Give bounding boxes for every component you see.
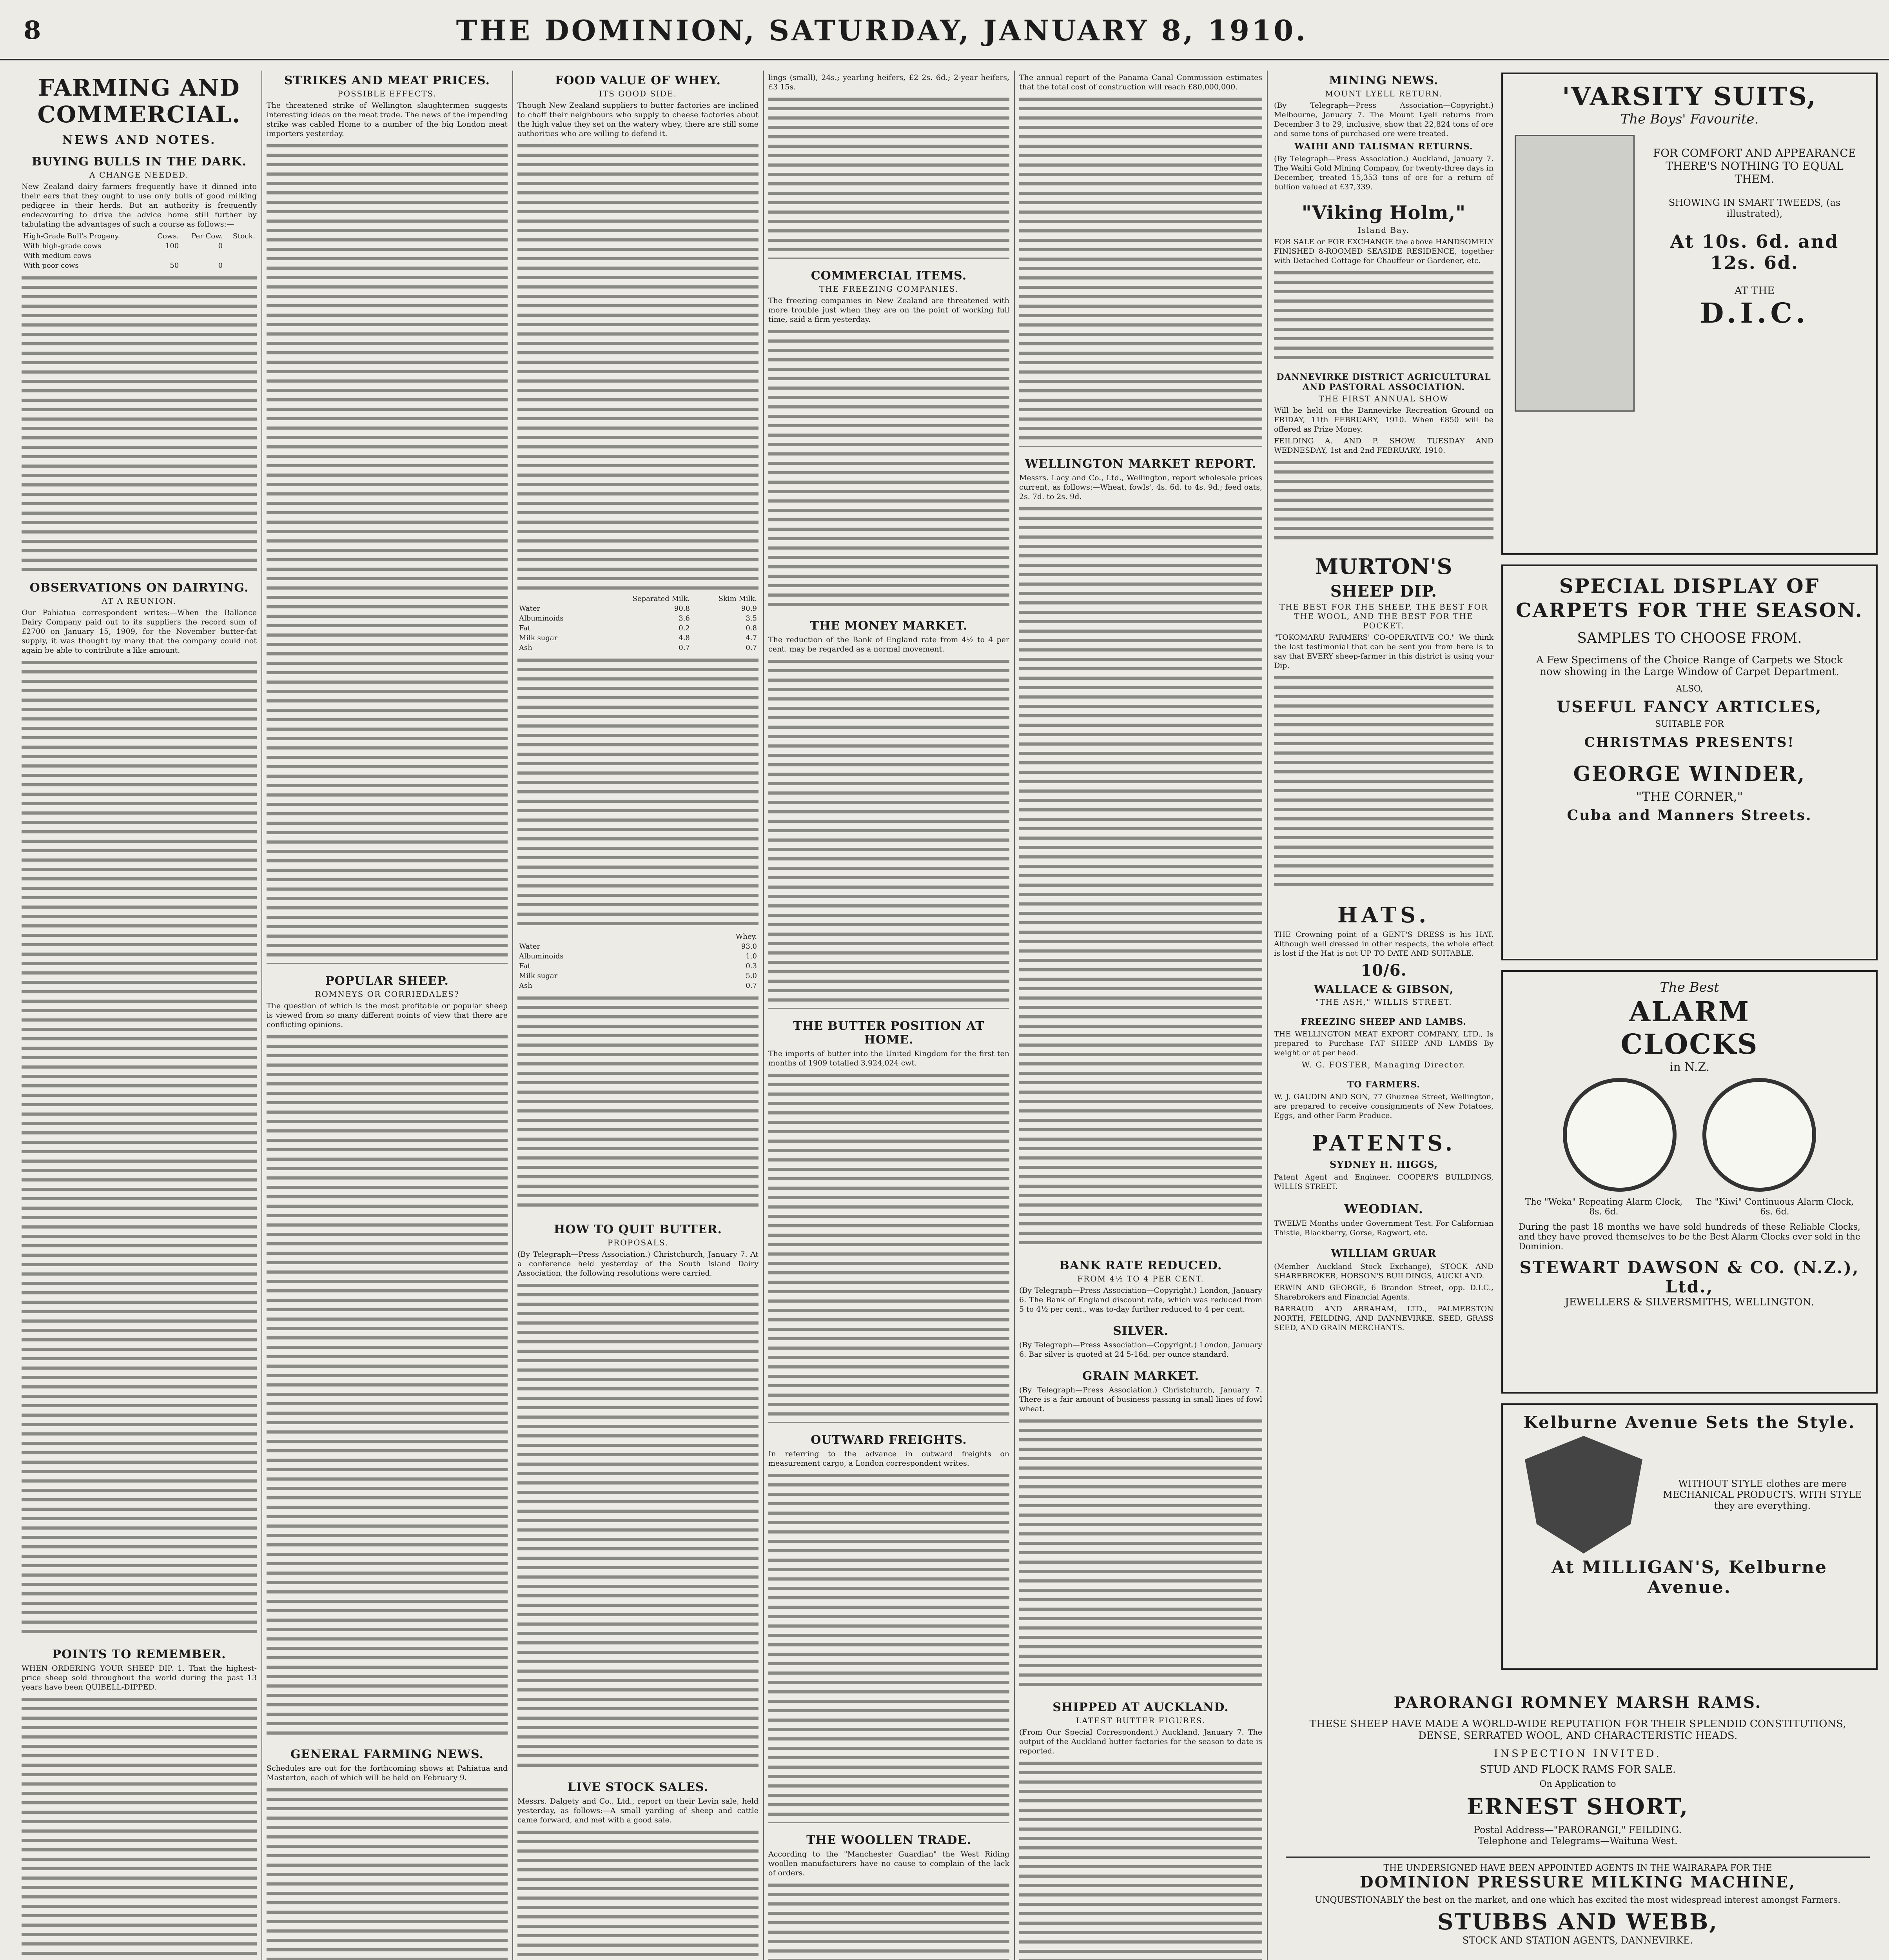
ad-parorangi-rams [1278,1686,1878,1960]
article-subhead: MOUNT LYELL RETURN. [1325,89,1443,98]
ad-text: THESE SHEEP HAVE MADE A WORLD-WIDE REPUTATION FOR THEIR SPLENDID CONSTITUTIONS, DENSE, SERRATED WOOL, AND CHARACTERISTIC HEADS. [1309,1718,1846,1742]
column-rule [261,71,262,1960]
table-cell: 93.0 [741,942,757,951]
ad-text: Will be held on the Dannevirke Recreation Ground on FRIDAY, 11th FEBRUARY, 1910. When £850 will be offered as Prize Money. [1274,406,1493,434]
body-text-block [517,141,759,592]
table-cell: 0 [218,261,223,270]
column-6-classifieds [1274,71,1493,1960]
table-cell: 0 [218,242,223,250]
article-subhead: AT A REUNION. [102,596,177,606]
article-headline: GENERAL FARMING NEWS. [290,1748,484,1761]
table-row [517,623,759,633]
ad-text: On Application to [1539,1779,1616,1789]
article-subhead: A CHANGE NEEDED. [89,170,189,180]
article-headline: SILVER. [1113,1324,1169,1338]
ad-text: SHOWING IN SMART TWEEDS, (as illustrated), [1668,197,1841,219]
clock-caption: The "Weka" Repeating Alarm Clock, 8s. 6d. [1525,1197,1683,1217]
table-row [517,604,759,613]
column-rule [512,71,513,1960]
article-body: (By Telegraph—Press Association—Copyright.) London, January 6. The Bank of England discount rate, which was reduced from 5 to 4½ per cent., was to-day further reduced to 4 per cent. [1019,1286,1262,1314]
ad-subtitle: SHEEP DIP. [1330,582,1437,601]
body-text-block [768,327,1009,609]
ad-alarm-clocks [1501,970,1878,1394]
article-body: According to the "Manchester Guardian" the West Riding woollen manufacturers have no cause to complain of the lack of orders. [768,1850,1009,1877]
ad-text: A Few Specimens of the Choice Range of Carpets we Stock now showing in the Large Window of Carpet Department. [1536,654,1843,678]
table-cell: 1.0 [746,952,757,960]
ad-text: "TOKOMARU FARMERS' CO-OPERATIVE CO." We think the last testimonial that can be sent you from here is to say that EVERY sheep-farmer in this district is using your Dip. [1274,633,1493,670]
clock-caption: The "Kiwi" Continuous Alarm Clock, 6s. 6d. [1695,1197,1854,1217]
article-headline: SHIPPED AT AUCKLAND. [1052,1700,1229,1714]
column-rule [1014,71,1015,1960]
ad-text: THE UNDERSIGNED HAVE BEEN APPOINTED AGENTS IN THE WAIRARAPA FOR THE [1383,1863,1772,1873]
table-cell: Fat [519,962,531,970]
ad-dannevirke-show [1274,372,1493,544]
table-header: High-Grade Bull's Progeny. [23,232,120,240]
article-subhead: LATEST BUTTER FIGURES. [1076,1716,1206,1725]
table-cell: 50 [170,261,179,270]
mining-news [1274,74,1493,192]
ad-title: PATENTS. [1312,1131,1456,1156]
ad-carpet-display [1501,564,1878,960]
body-text-block [267,1032,508,1737]
table-cell [224,261,257,270]
article-grain-market [1019,1369,1262,1690]
ad-title: Kelburne Avenue Sets the Style. [1523,1413,1856,1432]
table-cell [224,251,257,261]
ad-subtitle: SAMPLES TO CHOOSE FROM. [1577,630,1802,646]
ad-text: THE WELLINGTON MEAT EXPORT COMPANY, LTD., Is prepared to Purchase FAT SHEEP AND LAMBS By weight or at per head. [1274,1030,1493,1057]
ad-hats [1274,902,1493,1007]
table-cell: 0.7 [746,644,757,652]
column-2 [267,71,508,1960]
table-row [22,241,257,251]
table-row [517,613,759,623]
table-row [517,981,759,991]
table-cell: With medium cows [23,252,91,260]
ad-title: TO FARMERS. [1347,1080,1421,1090]
article-subhead: ITS GOOD SIDE. [599,89,677,98]
ad-text: ALSO, [1676,684,1703,694]
article-stock-continued [768,73,1009,259]
table-cell: With poor cows [23,261,79,270]
masthead [0,0,1889,60]
ad-firm: GEORGE WINDER, [1573,762,1806,786]
table-row [517,633,759,643]
column-3 [517,71,759,1960]
body-text-block [517,1280,759,1770]
ad-title: PARORANGI ROMNEY MARSH RAMS. [1394,1693,1762,1712]
body-text-block [1274,457,1493,544]
article-headline: FOOD VALUE OF WHEY. [555,74,721,87]
table-header: Separated Milk. [632,595,690,603]
ad-title: SPECIAL DISPLAY OF CARPETS FOR THE SEASON. [1515,574,1864,622]
article-food-value-whey [517,74,759,1212]
article-headline: POINTS TO REMEMBER. [52,1648,226,1661]
column-5 [1019,71,1262,1960]
ad-firm: ERNEST SHORT, [1466,1794,1689,1820]
article-headline: POPULAR SHEEP. [325,974,449,988]
ad-to-farmers [1274,1080,1493,1120]
ad-title: HATS. [1337,902,1430,927]
article-body: New Zealand dairy farmers frequently have it dinned into their ears that they ought to use only bulls of good milking pedigree in their herds. But an authority is frequently endeavouring to drive the advice home still further by tabulating the advantages of such a course as follows:— [22,182,257,229]
ad-firm: STEWART DAWSON & CO. (N.Z.), Ltd., [1519,1258,1860,1296]
ad-text: ERWIN AND GEORGE, 6 Brandon Street, opp. D.I.C., Sharebrokers and Financial Agents. [1274,1283,1493,1301]
ad-address: Cuba and Manners Streets. [1567,807,1812,824]
article-headline: OUTWARD FREIGHTS. [811,1433,967,1447]
article-body: WHEN ORDERING YOUR SHEEP DIP. 1. That the highest-price sheep sold throughout the world during the past 13 years have been QUIBELL-DIPPED. [22,1664,257,1691]
article-subhead: PROPOSALS. [607,1238,669,1247]
whey-composition-table [517,932,759,991]
article-body: (By Telegraph—Press Association—Copyright.) Melbourne, January 7. The Mount Lyell returns from December 3 to 29, inclusive, show that 22,824 tons of ore and some tons of purchased ore were treated. [1274,101,1493,138]
ad-price: At 10s. 6d. and 12s. 6d. [1670,231,1839,273]
article-subhead: POSSIBLE EFFECTS. [338,89,437,98]
ad-text: WITHOUT STYLE clothes are mere MECHANICAL PRODUCTS. WITH STYLE they are everything. [1663,1478,1862,1511]
table-header: Cows. [157,232,179,240]
article-points-to-remember [22,1648,257,1960]
table-cell: 3.6 [679,614,690,622]
ad-title: DOMINION PRESSURE MILKING MACHINE, [1359,1873,1796,1891]
ad-text: UNQUESTIONABLY the best on the market, and one which has excited the most widespread interest amongst Farmers. [1315,1895,1841,1905]
table-cell: Milk sugar [519,972,558,980]
ad-text: THE Crowning point of a GENT'S DRESS is his HAT. Although well dressed in other respects, the whole effect is lost if the Hat is not UP TO DATE AND SUITABLE. [1274,930,1493,958]
ad-text: in N.Z. [1669,1060,1710,1074]
article-body: The annual report of the Panama Canal Commission estimates that the total cost of construction will reach £80,000,000. [1019,73,1262,91]
article-body: The reduction of the Bank of England rate from 4½ to 4 per cent. may be regarded as a normal movement. [768,635,1009,653]
table-cell [149,251,180,261]
ad-text: FOR COMFORT AND APPEARANCE THERE'S NOTHING TO EQUAL THEM. [1653,147,1856,185]
table-cell: Water [519,604,541,613]
ad-tagline: THE BEST FOR THE SHEEP, THE BEST FOR THE WOOL, AND THE BEST FOR THE POCKET. [1279,602,1488,630]
ad-address: "THE ASH," WILLIS STREET. [1315,997,1452,1007]
article-body: Messrs. Lacy and Co., Ltd., Wellington, report wholesale prices current, as follows:—Wheat, fowls', 4s. 6d. to 4s. 9d.; feed oats, 2s. 7d. to 2s. 9d. [1019,474,1262,501]
article-headline: OBSERVATIONS ON DAIRYING. [29,581,249,595]
alarm-clock-illustration [1563,1078,1677,1192]
ad-text: FEILDING A. AND P. SHOW. TUESDAY AND WEDNESDAY, 1st and 2nd FEBRUARY, 1910. [1274,437,1493,455]
article-body: The freezing companies in New Zealand are threatened with more trouble just when they are on the point of working full time, said a firm yesterday. [768,296,1009,324]
article-buying-bulls [22,155,257,571]
ad-title: WILLIAM GRUAR [1331,1248,1437,1259]
table-cell: 0.2 [679,624,690,632]
article-body: (From Our Special Correspondent.) Auckland, January 7. The output of the Auckland butter factories for the season to date is reported. [1019,1728,1262,1755]
section-subhead: NEWS AND NOTES. [62,133,216,147]
ad-freezing-sheep [1274,1017,1493,1069]
table-cell: Albuminoids [519,952,564,960]
ad-text: W. J. GAUDIN AND SON, 77 Ghuznee Street, Wellington, are prepared to receive consignments of New Potatoes, Eggs, and other Farm Produce. [1274,1093,1493,1120]
ad-title: MURTON'S [1315,554,1453,579]
article-body: Though New Zealand suppliers to butter factories are inclined to chaff their neighbours who supply to cheese factories about the high value they set on the watery whey, there are still some authorities who are willing to defend it. [517,101,759,138]
article-bank-rate [1019,1259,1262,1314]
ad-firm: STUBBS AND WEBB, [1437,1909,1718,1935]
article-wellington-market [1019,457,1262,1249]
ad-signature: W. G. FOSTER, Managing Director. [1301,1060,1466,1069]
ad-title: ALARM [1629,995,1750,1028]
article-headline: BANK RATE REDUCED. [1059,1259,1222,1272]
table-row [517,643,759,653]
column-4 [768,71,1009,1960]
page-number: 8 [24,16,41,45]
column-rule [1267,71,1268,1960]
body-text-block [22,657,257,1637]
table-header [517,932,677,942]
ad-title: FREEZING SHEEP AND LAMBS. [1301,1017,1466,1027]
article-woollen-trade [768,1833,1009,1960]
crest-illustration [1525,1436,1642,1553]
table-row [517,961,759,971]
article-headline: BUYING BULLS IN THE DARK. [32,155,247,169]
table-row [517,951,759,961]
article-panama-canal [1019,73,1262,447]
article-body: lings (small), 24s.; yearling heifers, £2 2s. 6d.; 2-year heifers, £3 15s. [768,73,1009,91]
ad-text: Patent Agent and Engineer, COOPER'S BUILDINGS, WILLIS STREET. [1274,1173,1493,1191]
ad-text: INSPECTION INVITED. [1494,1748,1662,1760]
ad-text: AT THE [1735,285,1775,297]
article-quit-butter [517,1223,759,1770]
body-text-block [768,94,1009,259]
article-silver [1019,1324,1262,1359]
ad-patents [1274,1131,1493,1191]
article-live-stock-sales [517,1780,759,1960]
table-row [22,251,257,261]
ad-text: STUD AND FLOCK RAMS FOR SALE. [1479,1764,1676,1775]
ad-text: CHRISTMAS PRESENTS! [1584,735,1795,750]
article-body: (By Telegraph—Press Association—Copyright.) London, January 6. Bar silver is quoted at 24 5-16d. per ounce standard. [1019,1341,1262,1359]
article-body: (By Telegraph—Press Association.) Christchurch, January 7. There is a fair amount of business passing in small lines of fowl wheat. [1019,1386,1262,1413]
table-cell: Water [519,942,541,951]
bull-progeny-table [22,231,257,270]
newspaper-title: THE DOMINION, SATURDAY, JANUARY 8, 1910. [456,14,1308,47]
table-row [517,942,759,951]
article-headline: THE WOOLLEN TRADE. [806,1833,971,1847]
table-header: Per Cow. [191,232,223,240]
body-text-block [1019,94,1262,447]
article-headline: WELLINGTON MARKET REPORT. [1025,457,1257,471]
body-text-block [768,1880,1009,1960]
body-text-block [267,141,508,964]
ad-text: TWELVE Months under Government Test. For Californian Thistle, Blackberry, Gorse, Ragwort, etc. [1274,1219,1493,1237]
body-text-block [22,1694,257,1960]
ad-title: CLOCKS [1620,1028,1758,1060]
table-cell: Milk sugar [519,634,558,642]
article-money-market [768,619,1009,1009]
body-text-block [517,655,759,929]
table-cell: 0.7 [679,644,690,652]
article-headline: MINING NEWS. [1329,74,1439,87]
article-subhead: ROMNEYS OR CORRIEDALES? [315,989,459,999]
ad-murtons-sheep-dip [1274,554,1493,892]
ad-title: "Viking Holm," [1301,202,1466,224]
body-text-block [1274,673,1493,892]
article-headline: GRAIN MARKET. [1082,1369,1199,1383]
article-subhead: FROM 4½ TO 4 PER CENT. [1077,1274,1204,1283]
article-headline: HOW TO QUIT BUTTER. [554,1223,722,1236]
article-headline: WAIHI AND TALISMAN RETURNS. [1294,142,1473,152]
milk-composition-table [517,594,759,653]
ad-kelburne-avenue [1501,1403,1878,1670]
article-observations-dairying [22,581,257,1637]
table-header: Whey. [735,933,757,941]
article-commercial-items [768,269,1009,609]
article-body: (By Telegraph—Press Association.) Auckland, January 7. The Waihi Gold Mining Company, for twenty-three days in December, treated 15,353 tons of ore for a return of bullion valued at £37,339. [1274,154,1493,191]
ad-text: SUITABLE FOR [1655,719,1724,729]
table-cell: 0.8 [746,624,757,632]
body-text-block [517,993,759,1212]
table-row [22,261,257,270]
article-body: The threatened strike of Wellington slaughtermen suggests interesting ideas on the meat trade. The news of the impending strike was cabled Home to a number of the big London meat importers yesterday. [267,101,508,138]
table-cell: 0.3 [746,962,757,970]
table-cell: 90.8 [674,604,690,613]
ad-text: The Best [1660,980,1719,995]
table-cell: 5.0 [746,972,757,980]
body-text-block [1019,504,1262,1249]
table-header [517,594,594,604]
article-body: Schedules are out for the forthcoming shows at Pahiatua and Masterton, each of which will be held on February 9. [267,1764,508,1782]
table-cell: 4.7 [746,634,757,642]
ad-address: STOCK AND STATION AGENTS, DANNEVIRKE. [1462,1935,1693,1946]
ad-weodian [1274,1201,1493,1238]
table-cell: With high-grade cows [23,242,102,250]
table-cell [180,251,224,261]
ad-text: FOR SALE or FOR EXCHANGE the above HANDSOMELY FINISHED 8-ROOMED SEASIDE RESIDENCE, together with Detached Cottage for Chauffeur or Gardener, etc. [1274,238,1493,265]
article-headline: THE BUTTER POSITION AT HOME. [793,1019,985,1047]
table-cell: 0.7 [746,982,757,990]
alarm-clock-illustration [1702,1078,1816,1192]
ad-title: WEODIAN. [1344,1201,1424,1216]
ad-text: USEFUL FANCY ARTICLES, [1557,698,1822,716]
article-headline: COMMERCIAL ITEMS. [811,269,967,283]
ad-sharebrokers [1274,1248,1493,1332]
ad-varsity-suits [1501,73,1878,555]
body-text-block [267,1785,508,1960]
ad-subtitle: THE FIRST ANNUAL SHOW [1319,394,1449,403]
ad-name: SYDNEY H. HIGGS, [1329,1159,1438,1170]
ad-address: Telephone and Telegrams—Waituna West. [1478,1835,1678,1846]
body-text-block [517,1827,759,1960]
ad-text: (Member Auckland Stock Exchange), STOCK AND SHAREBROKER, HOBSON'S BUILDINGS, AUCKLAND. [1274,1262,1493,1280]
ad-firm: At MILLIGAN'S, Kelburne Avenue. [1551,1557,1827,1597]
body-text-block [22,273,257,571]
ad-firm: WALLACE & GIBSON, [1314,983,1454,996]
article-outward-freights [768,1433,1009,1823]
table-cell: 4.8 [679,634,690,642]
ad-subtitle: Island Bay. [1357,225,1410,235]
table-cell: 90.9 [741,604,757,613]
body-text-block [768,1470,1009,1823]
column-1 [22,71,257,1960]
body-text-block [1019,1416,1262,1690]
section-banner: FARMING AND COMMERCIAL. [37,74,241,128]
table-header: Skim Milk. [718,595,757,603]
article-strikes-meat-prices [267,74,508,964]
table-cell: Ash [519,644,532,652]
ad-text: BARRAUD AND ABRAHAM, LTD., PALMERSTON NORTH, FEILDING, AND DANNEVIRKE. SEED, GRASS SEED, AND GRAIN MERCHANTS. [1274,1305,1493,1332]
ad-store: D.I.C. [1700,297,1809,329]
body-text-block [768,1070,1009,1423]
column-rule [763,71,764,1960]
article-shipped-auckland [1019,1700,1262,1960]
ad-title: 'VARSITY SUITS, [1562,82,1817,111]
body-text-block [1274,268,1493,362]
table-cell [224,241,257,251]
table-row [517,971,759,981]
body-text-block [1019,1758,1262,1960]
ad-subtitle: The Boys' Favourite. [1620,111,1759,127]
article-subhead: THE FREEZING COMPANIES. [819,284,959,294]
article-general-farming-news [267,1748,508,1960]
table-cell: 100 [165,242,179,250]
article-body: Messrs. Dalgety and Co., Ltd., report on their Levin sale, held yesterday, as follows:—A small yarding of sheep and cattle came forward, and met with a good sale. [517,1797,759,1824]
article-body: (By Telegraph—Press Association.) Christchurch, January 7. At a conference held yesterday of the South Island Dairy Association, the following resolutions were carried. [517,1250,759,1278]
article-popular-sheep [267,974,508,1737]
ad-text: "THE CORNER," [1636,789,1743,804]
ad-title: DANNEVIRKE DISTRICT AGRICULTURAL AND PASTORAL ASSOCIATION. [1276,372,1491,392]
ad-address: Postal Address—"PARORANGI," FEILDING. [1473,1824,1682,1835]
ad-text: During the past 18 months we have sold hundreds of these Reliable Clocks, and they have proved themselves to be the Best Alarm Clocks ever sold in the Dominion. [1519,1222,1860,1252]
article-body: The question of which is the most profitable or popular sheep is viewed from so many different points of view that there are conflicting opinions. [267,1002,508,1029]
table-cell: 3.5 [746,614,757,622]
table-header: Stock. [232,232,255,240]
article-headline: THE MONEY MARKET. [810,619,968,633]
ad-viking-holm [1274,202,1493,362]
article-headline: STRIKES AND MEAT PRICES. [284,74,490,87]
table-cell: Fat [519,624,531,632]
article-body: In referring to the advance in outward freights on measurement cargo, a London correspondent writes. [768,1450,1009,1468]
boy-figure-illustration [1515,135,1635,412]
body-text-block [768,656,1009,1009]
table-cell: Albuminoids [519,614,564,622]
article-butter-position [768,1019,1009,1423]
table-cell: Ash [519,982,532,990]
article-body: The imports of butter into the United Kingdom for the first ten months of 1909 totalled 3,924,024 cwt. [768,1049,1009,1067]
ad-price: 10/6. [1361,961,1407,980]
ad-text: JEWELLERS & SILVERSMITHS, WELLINGTON. [1565,1296,1814,1308]
article-headline: LIVE STOCK SALES. [567,1780,709,1794]
article-body: Our Pahiatua correspondent writes:—When the Ballance Dairy Company paid out to its suppliers the record sum of £2700 on January 15, 1909, for the November butter-fat supply, it was thought by many that the company could not again be able to contribute a like amount. [22,608,257,655]
